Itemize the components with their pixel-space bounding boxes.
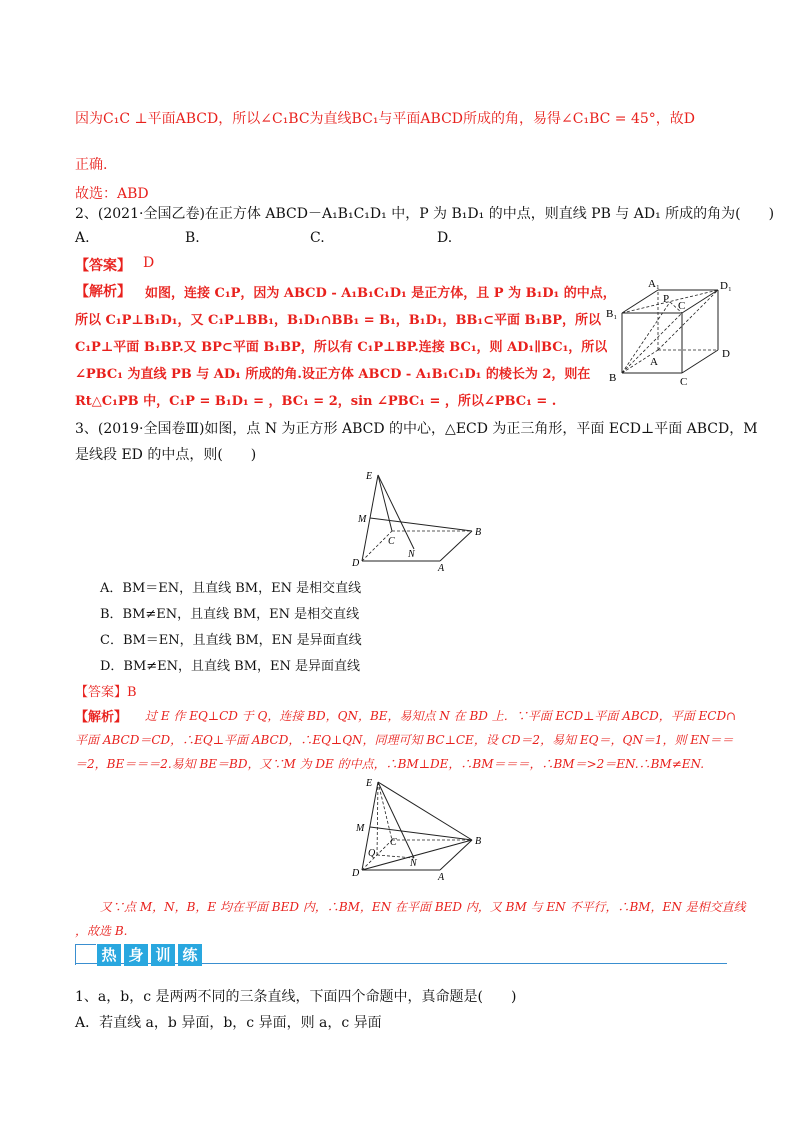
fig1-label-d: D <box>352 558 360 569</box>
q2-option-c: C. <box>310 230 325 246</box>
fig1-label-n: N <box>408 549 415 560</box>
q3-analysis-tag: 【解析】 <box>75 710 128 725</box>
q3-conclusion-line1: 又∵点 M，N，B，E 均在平面 BED 内，∴BM，EN 在平面 BED 内，又 BM 与 EN 不平行，∴BM，EN 是相交直线 <box>100 900 746 914</box>
warmup-q1-option-a: A．若直线 a，b 异面，b，c 异面，则 a，c 异面 <box>75 1015 382 1031</box>
pyramid-figure-1 <box>350 465 490 573</box>
q2-analysis-line5: Rt△C₁PB 中，C₁P = B₁D₁ = ，BC₁ = 2，sin ∠PBC₁ = ，所以∠PBC₁ = . <box>75 394 557 409</box>
q2-stem: 2、(2021·全国乙卷)在正方体 ABCD－A₁B₁C₁D₁ 中，P 为 B₁D₁ 的中点，则直线 PB 与 AD₁ 所成的角为( ) <box>75 206 775 222</box>
q2-analysis-line2: 所以 C₁P⊥B₁D₁，又 C₁P⊥BB₁，B₁D₁∩BB₁ = B₁，B₁D₁，BB₁⊂平面 B₁BP，所以 <box>75 313 601 328</box>
fig2-label-b: B <box>475 836 482 847</box>
fig1-label-b: B <box>475 527 482 538</box>
section-title-char-4: 练 <box>178 944 202 966</box>
pyramid-figure-2 <box>350 772 490 884</box>
q3-option-a: A．BM＝EN，且直线 BM，EN 是相交直线 <box>100 581 362 596</box>
cube-label-b: B <box>609 372 617 384</box>
cube-label-p: P <box>663 293 670 305</box>
q3-stem-line2: 是线段 ED 的中点，则( ) <box>75 447 257 463</box>
q3-analysis-line3: ＝2，BE＝＝＝2.易知 BE＝BD，又∵M 为 DE 的中点，∴BM⊥DE，∴BM＝＝＝，∴BM＝>2＝EN.∴BM≠EN. <box>75 757 705 771</box>
q3-analysis-line1: 过 E 作 EQ⊥CD 于 Q，连接 BD，QN，BE，易知点 N 在 BD 上．∵平面 ECD⊥平面 ABCD，平面 ECD∩ <box>145 709 737 723</box>
cube-label-c: C <box>680 376 688 388</box>
warmup-q1-stem: 1、a，b，c 是两两不同的三条直线，下面四个命题中，真命题是( ) <box>75 989 517 1005</box>
q2-answer-tag: 【答案】 <box>75 258 131 274</box>
q3-option-c: C．BM＝EN，且直线 BM，EN 是异面直线 <box>100 633 362 648</box>
q2-analysis-line4: ∠PBC₁ 为直线 PB 与 AD₁ 所成的角.设正方体 ABCD - A₁B₁C₁D₁ 的棱长为 2，则在 <box>75 367 591 382</box>
q3-conclusion-line2: ，故选 B. <box>75 924 128 938</box>
cube-label-a: A <box>650 356 658 368</box>
q3-stem-line1: 3、(2019·全国卷Ⅲ)如图，点 N 为正方形 ABCD 的中心，△ECD 为正三角形，平面 ECD⊥平面 ABCD，M <box>75 421 758 437</box>
q2-option-b: B. <box>185 230 200 246</box>
q2-analysis-line3: C₁P⊥平面 B₁BP.又 BP⊂平面 B₁BP，所以有 C₁P⊥BP.连接 BC₁，则 AD₁∥BC₁，所以 <box>75 340 608 355</box>
section-corner-left <box>75 944 96 965</box>
fig2-label-m: M <box>356 823 365 834</box>
fig1-label-a: A <box>438 563 445 573</box>
section-title <box>97 944 202 966</box>
cube-label-d: D <box>722 348 730 360</box>
fig2-label-c: C <box>390 837 397 848</box>
cube-label-b1: B₁ <box>606 308 618 320</box>
q3-analysis-line2: 平面 ABCD＝CD，∴EQ⊥平面 ABCD，∴EQ⊥QN，同理可知 BC⊥CE，设 CD＝2，易知 EQ＝，QN＝1，则 EN＝＝ <box>75 733 734 747</box>
prev-solution-line1: 因为C₁C ⊥平面ABCD，所以∠C₁BC为直线BC₁与平面ABCD所成的角，易得∠C₁BC = 45°，故D <box>75 111 696 127</box>
q2-answer: D <box>143 255 155 271</box>
q3-answer: 【答案】B <box>75 685 137 700</box>
fig1-label-c: C <box>388 536 395 547</box>
section-title-char-2: 身 <box>124 944 148 966</box>
section-title-char-3: 训 <box>151 944 175 966</box>
prev-solution-line2: 正确. <box>75 157 108 173</box>
fig2-label-a: A <box>438 872 445 883</box>
prev-solution-choice: 故选：ABD <box>75 186 149 202</box>
fig1-label-e: E <box>366 471 373 482</box>
fig1-label-m: M <box>358 514 367 525</box>
cube-label-d1: D₁ <box>720 280 732 292</box>
q3-option-d: D．BM≠EN，且直线 BM，EN 是异面直线 <box>100 659 361 674</box>
cube-figure <box>600 275 740 390</box>
section-title-char-1: 热 <box>97 944 121 966</box>
fig2-label-q: Q <box>368 848 376 859</box>
cube-label-c1: C <box>678 300 686 312</box>
q2-option-a: A. <box>75 230 90 246</box>
q2-option-d: D. <box>437 230 453 246</box>
q2-analysis-tag: 【解析】 <box>75 284 131 300</box>
cube-label-a1: A₁ <box>648 278 660 290</box>
fig2-label-d: D <box>352 868 360 879</box>
fig2-label-e: E <box>366 778 373 789</box>
q3-option-b: B．BM≠EN，且直线 BM，EN 是相交直线 <box>100 607 360 622</box>
q2-analysis-line1: 如图，连接 C₁P，因为 ABCD - A₁B₁C₁D₁ 是正方体，且 P 为 B₁D₁ 的中点， <box>145 286 616 301</box>
fig2-label-n: N <box>410 858 417 869</box>
